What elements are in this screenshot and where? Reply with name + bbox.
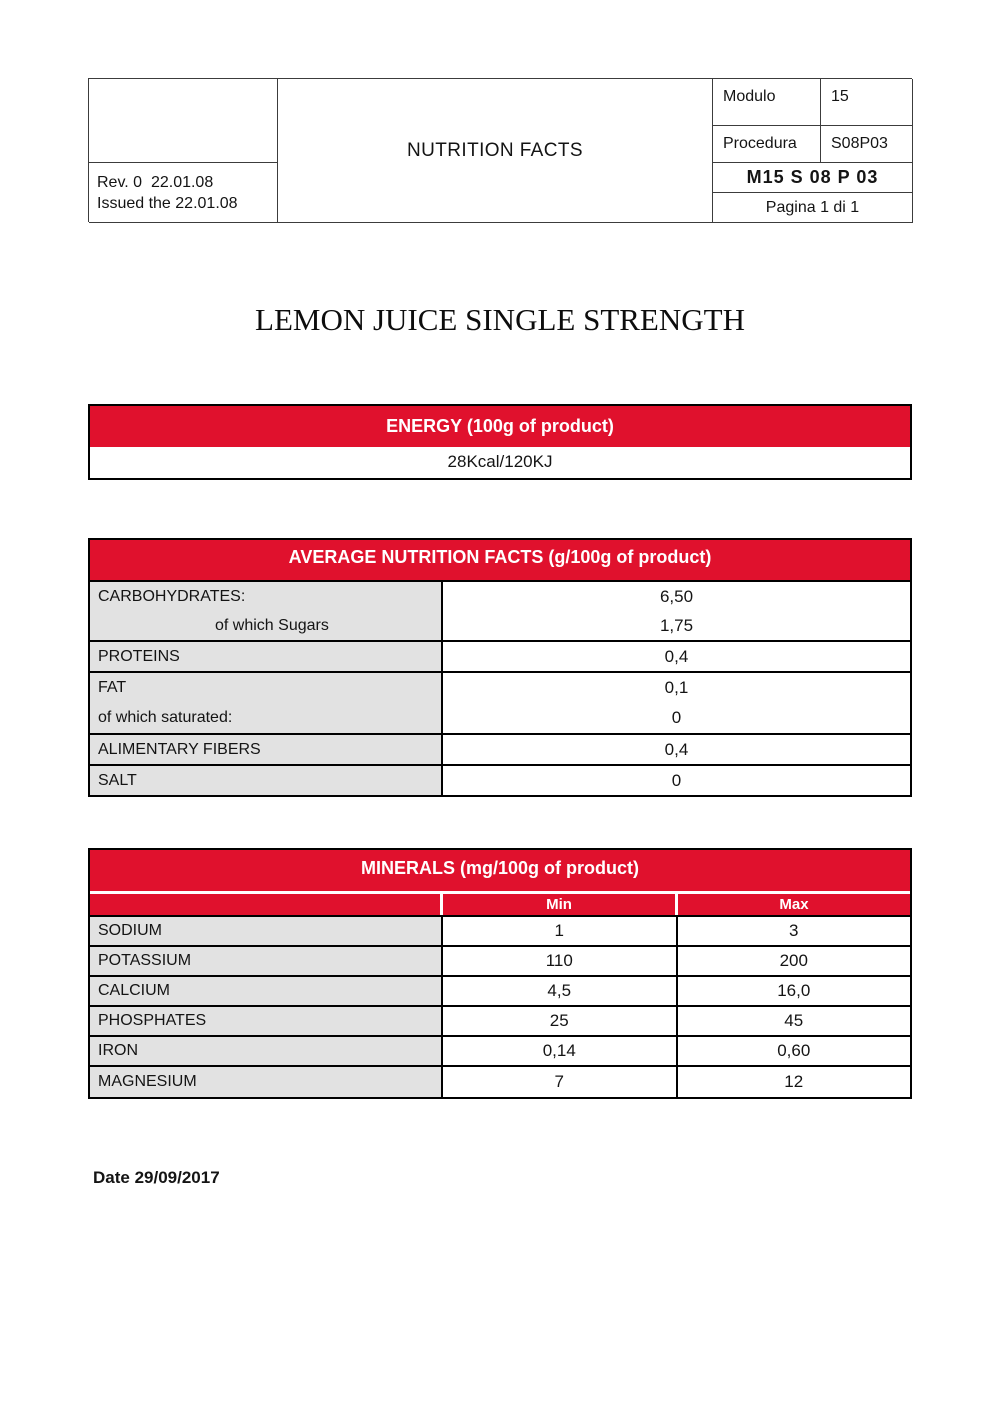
mineral-row-magnesium xyxy=(90,1067,910,1097)
date-text: Date 29/09/2017 xyxy=(93,1168,220,1187)
mineral-min-value: 110 xyxy=(443,947,678,975)
energy-table xyxy=(88,404,912,480)
nutrition-value: 1,75 xyxy=(659,615,694,635)
nutrition-label-cell xyxy=(90,766,443,795)
procedura-value: S08P03 xyxy=(821,126,913,163)
mineral-row-sodium xyxy=(90,917,910,947)
mineral-label: CALCIUM xyxy=(90,977,443,1005)
mineral-max-value: 0,60 xyxy=(678,1037,911,1065)
mineral-max-value: 200 xyxy=(678,947,911,975)
mineral-min-value: 0,14 xyxy=(443,1037,678,1065)
nutrition-value-cell xyxy=(443,673,910,733)
document-code: M15 S 08 P 03 xyxy=(713,163,913,193)
mineral-row-phosphates xyxy=(90,1007,910,1037)
minerals-table-header: MINERALS (mg/100g of product) xyxy=(90,850,910,894)
nutrition-label: SALT xyxy=(98,771,137,789)
nutrition-label-cell xyxy=(90,642,443,671)
nutrition-label: FAT xyxy=(98,679,127,696)
nutrition-row-proteins xyxy=(90,642,910,673)
minerals-header-spacer xyxy=(90,894,443,915)
mineral-min-value: 7 xyxy=(443,1067,678,1097)
mineral-row-potassium xyxy=(90,947,910,977)
modulo-label: Modulo xyxy=(713,79,821,126)
procedura-label: Procedura xyxy=(713,126,821,163)
nutrition-sublabel: of which saturated: xyxy=(98,709,233,726)
header-title: NUTRITION FACTS xyxy=(278,79,713,223)
mineral-min-value: 1 xyxy=(443,917,678,945)
issued-line: Issued the 22.01.08 xyxy=(97,194,238,212)
nutrition-value: 0,4 xyxy=(664,739,689,759)
mineral-row-iron xyxy=(90,1037,910,1067)
nutrition-label: ALIMENTARY FIBERS xyxy=(98,740,261,758)
nutrition-row-fat xyxy=(90,673,910,735)
nutrition-value: 0 xyxy=(671,770,682,790)
energy-value: 28Kcal/120KJ xyxy=(90,447,910,478)
logo-placeholder xyxy=(89,79,278,163)
minerals-table xyxy=(88,848,912,1099)
nutrition-value: 0 xyxy=(671,708,682,727)
nutrition-value: 6,50 xyxy=(659,586,694,606)
nutrition-row-carbohydrates xyxy=(90,582,910,642)
modulo-value: 15 xyxy=(821,79,913,126)
nutrition-value: 0,1 xyxy=(664,678,689,697)
mineral-row-calcium xyxy=(90,977,910,1007)
document-title: LEMON JUICE SINGLE STRENGTH xyxy=(255,302,745,337)
nutrition-value-cell xyxy=(443,766,910,795)
page-number: Pagina 1 di 1 xyxy=(713,193,913,223)
mineral-min-value: 25 xyxy=(443,1007,678,1035)
nutrition-label: PROTEINS xyxy=(98,647,180,665)
mineral-max-value: 12 xyxy=(678,1067,911,1097)
mineral-max-value: 16,0 xyxy=(678,977,911,1005)
mineral-label: MAGNESIUM xyxy=(90,1067,443,1097)
minerals-col-min: Min xyxy=(443,894,678,915)
revision-line: Rev. 0 22.01.08 xyxy=(97,173,214,191)
mineral-label: POTASSIUM xyxy=(90,947,443,975)
nutrition-row-salt xyxy=(90,766,910,795)
minerals-col-max: Max xyxy=(779,896,809,913)
nutrition-value: 0,4 xyxy=(664,646,689,666)
mineral-max-value: 3 xyxy=(678,917,911,945)
nutrition-table xyxy=(88,538,912,797)
revision-cell xyxy=(89,163,278,223)
nutrition-label-cell xyxy=(90,673,443,733)
nutrition-sublabel: of which Sugars xyxy=(215,616,329,634)
minerals-column-header-row xyxy=(90,894,910,917)
energy-table-header: ENERGY (100g of product) xyxy=(90,406,910,447)
nutrition-value-cell xyxy=(443,582,910,640)
mineral-max-value: 45 xyxy=(678,1007,911,1035)
nutrition-row-fibers xyxy=(90,735,910,766)
nutrition-value-cell xyxy=(443,735,910,764)
mineral-min-value: 4,5 xyxy=(443,977,678,1005)
mineral-label: SODIUM xyxy=(90,917,443,945)
document-header-table xyxy=(88,78,912,222)
nutrition-label: CARBOHYDRATES: xyxy=(98,587,246,605)
nutrition-label-cell xyxy=(90,735,443,764)
nutrition-table-header: AVERAGE NUTRITION FACTS (g/100g of product) xyxy=(90,540,910,582)
mineral-label: IRON xyxy=(90,1037,443,1065)
nutrition-value-cell xyxy=(443,642,910,671)
nutrition-label-cell xyxy=(90,582,443,640)
mineral-label: PHOSPHATES xyxy=(90,1007,443,1035)
